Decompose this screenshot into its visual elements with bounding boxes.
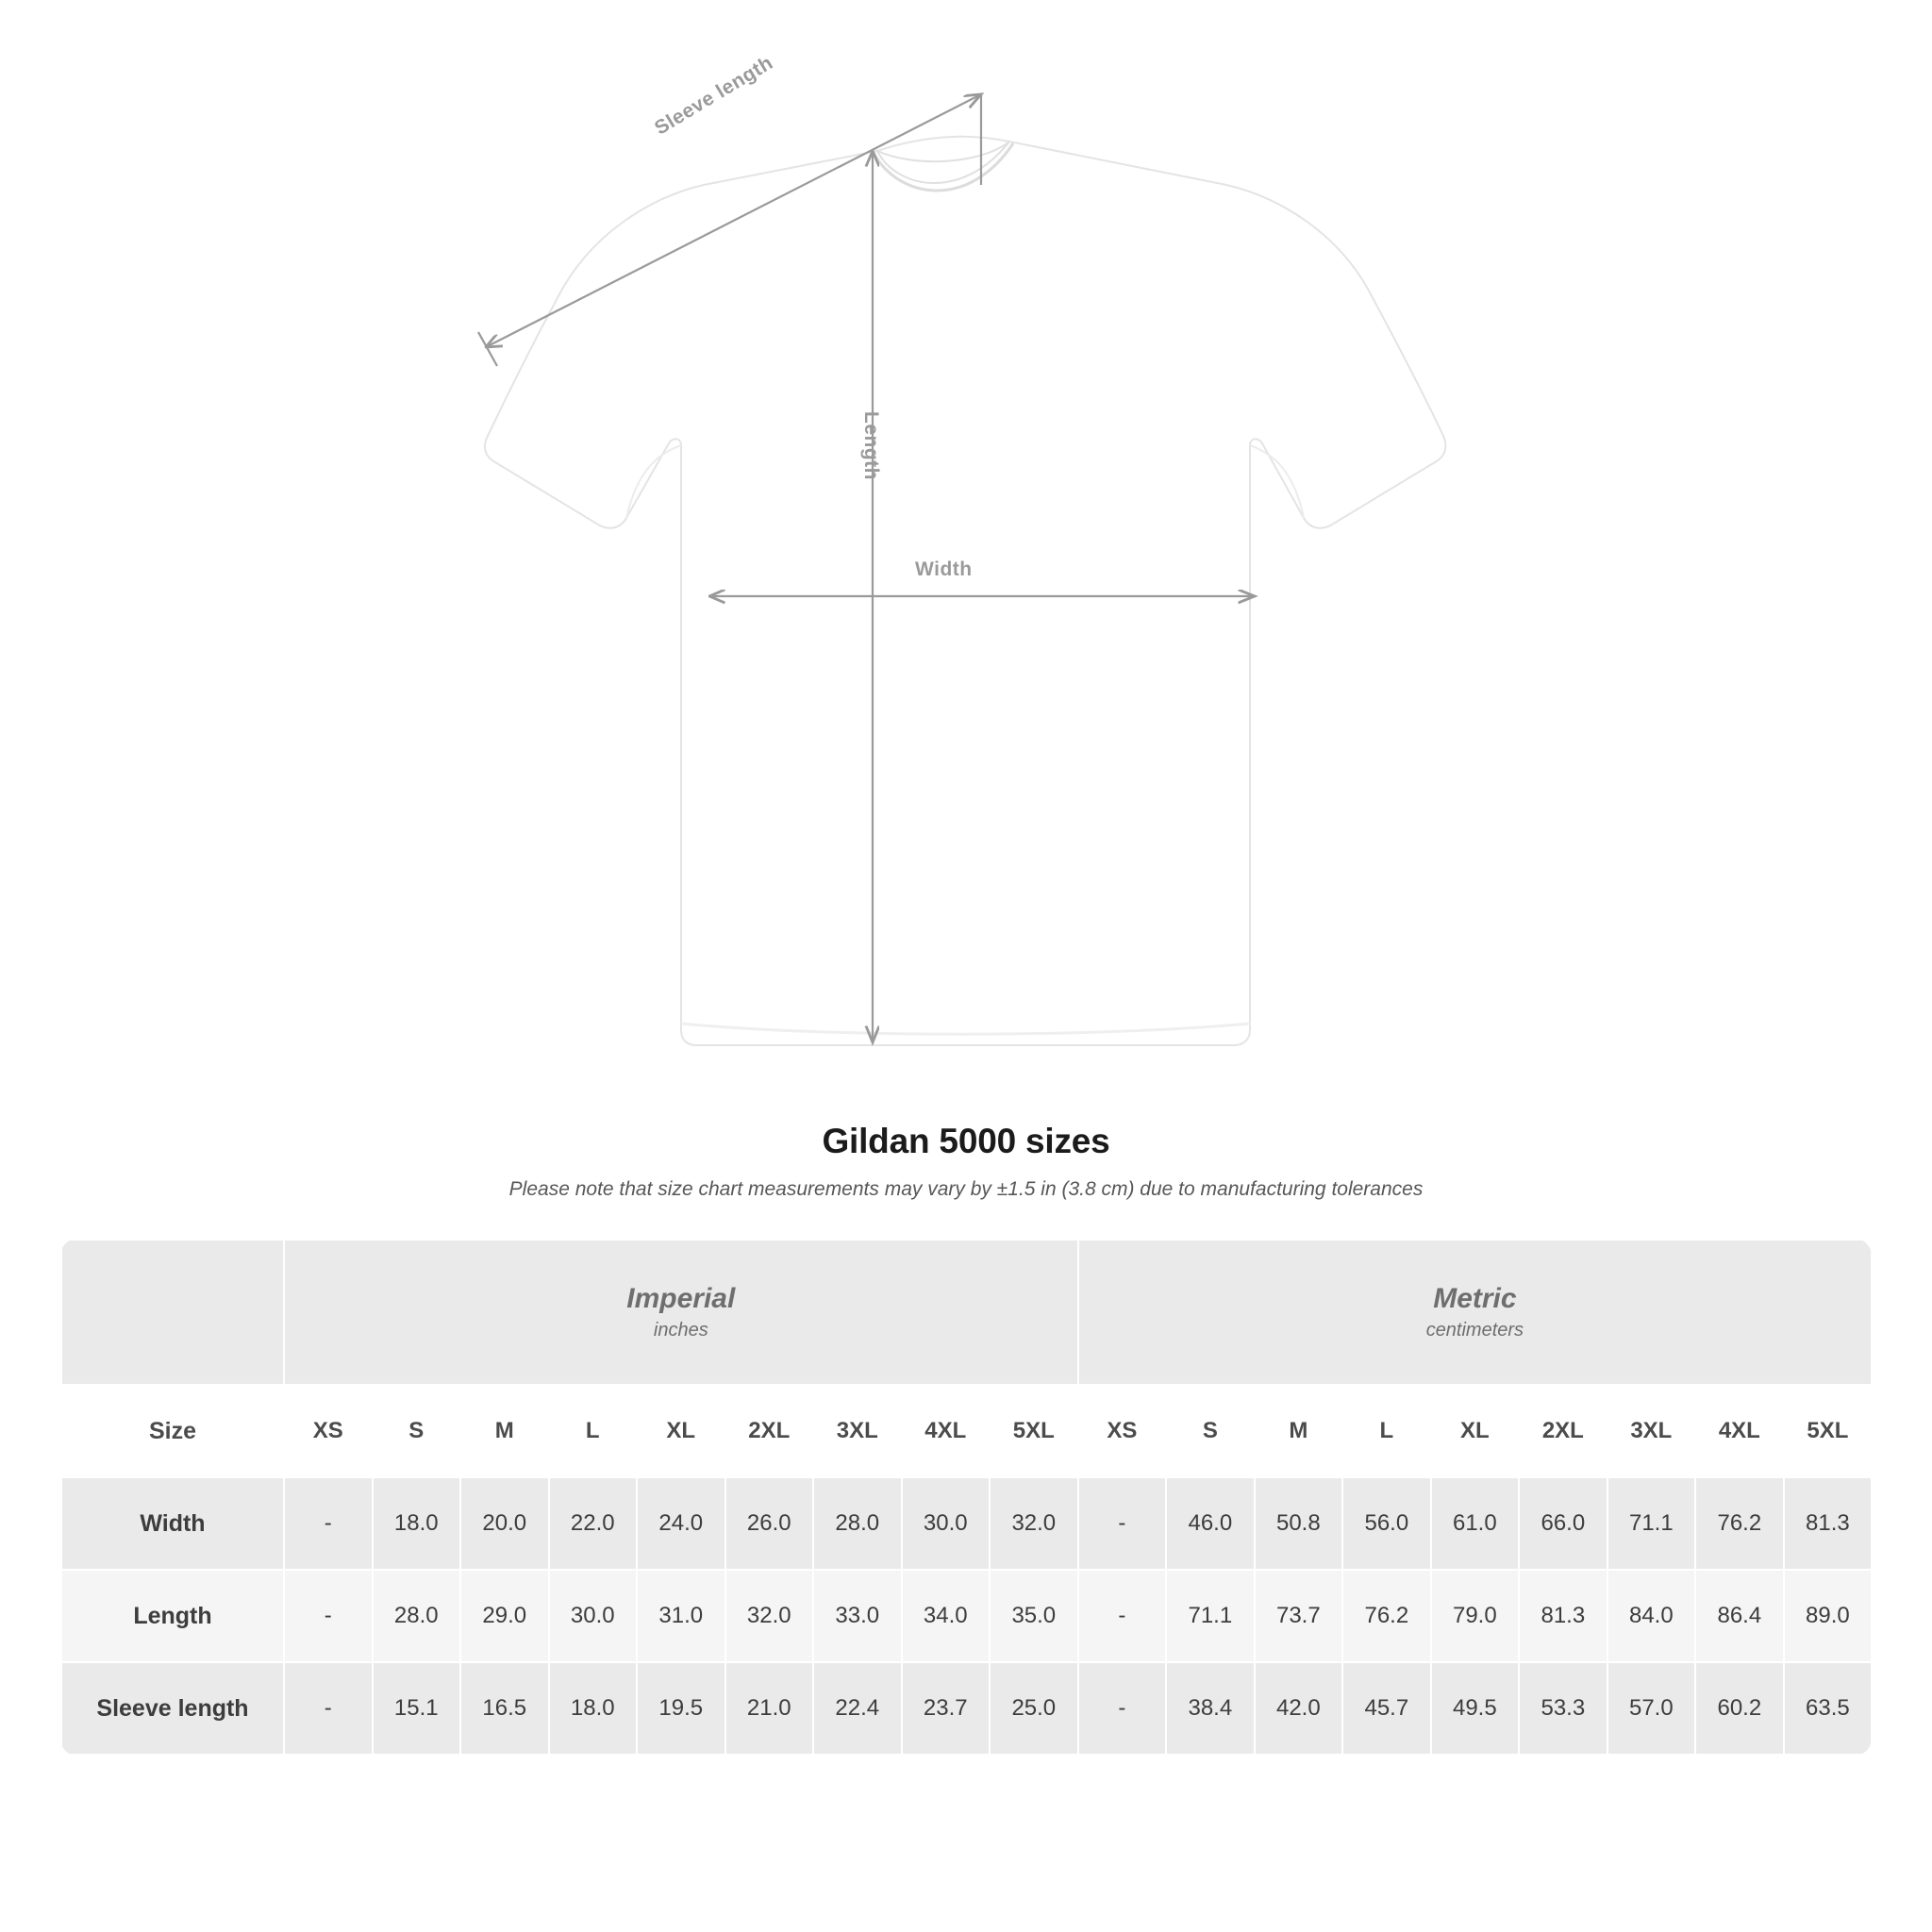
row-label-sleeve-length: Sleeve length [61,1662,284,1755]
size-header-metric-xl: XL [1431,1385,1520,1477]
cell-sleeve-imperial-m: 16.5 [460,1662,549,1755]
size-table [60,1239,1872,1756]
cell-sleeve-metric-3xl: 57.0 [1607,1662,1696,1755]
cell-sleeve-metric-5xl: 63.5 [1784,1662,1872,1755]
cell-length-metric-xl: 79.0 [1431,1570,1520,1662]
cell-sleeve-metric-xl: 49.5 [1431,1662,1520,1755]
row-label-length: Length [61,1570,284,1662]
size-header-metric-4xl: 4XL [1695,1385,1784,1477]
unit-header-row [61,1240,1872,1385]
size-header-imperial-4xl: 4XL [902,1385,991,1477]
cell-width-imperial-5xl: 32.0 [990,1477,1078,1570]
cell-sleeve-imperial-s: 15.1 [373,1662,461,1755]
cell-width-metric-xl: 61.0 [1431,1477,1520,1570]
unit-name-imperial: Imperial [626,1283,736,1315]
unit-name-metric: Metric [1433,1283,1517,1315]
page-title: Gildan 5000 sizes [822,1122,1110,1160]
cell-length-metric-m: 73.7 [1255,1570,1343,1662]
unit-sub-metric: centimeters [1425,1319,1524,1341]
cell-sleeve-metric-xs: - [1078,1662,1167,1755]
cell-length-imperial-xs: - [284,1570,373,1662]
cell-width-metric-l: 56.0 [1342,1477,1431,1570]
cell-sleeve-metric-2xl: 53.3 [1519,1662,1607,1755]
unit-sub-imperial: inches [653,1319,708,1341]
cell-length-imperial-5xl: 35.0 [990,1570,1078,1662]
length-label: Length [860,411,882,480]
size-header-metric-m: M [1255,1385,1343,1477]
cell-length-metric-xs: - [1078,1570,1167,1662]
cell-width-metric-2xl: 66.0 [1519,1477,1607,1570]
size-header-imperial-s: S [373,1385,461,1477]
size-header-imperial-xs: XS [284,1385,373,1477]
size-header-row [61,1385,1872,1477]
cell-length-imperial-4xl: 34.0 [902,1570,991,1662]
cell-width-imperial-xs: - [284,1477,373,1570]
cell-length-imperial-3xl: 33.0 [813,1570,902,1662]
size-header-imperial-2xl: 2XL [725,1385,814,1477]
size-header-imperial-3xl: 3XL [813,1385,902,1477]
size-header-metric-2xl: 2XL [1519,1385,1607,1477]
cell-sleeve-metric-m: 42.0 [1255,1662,1343,1755]
size-header-imperial-xl: XL [637,1385,725,1477]
cell-sleeve-imperial-xs: - [284,1662,373,1755]
cell-length-imperial-s: 28.0 [373,1570,461,1662]
cell-width-imperial-s: 18.0 [373,1477,461,1570]
size-header-imperial-l: L [549,1385,638,1477]
size-header-metric-5xl: 5XL [1784,1385,1872,1477]
size-header-imperial-5xl: 5XL [990,1385,1078,1477]
size-header-metric-3xl: 3XL [1607,1385,1696,1477]
size-header-metric-l: L [1342,1385,1431,1477]
table-row [61,1477,1872,1570]
table-row [61,1570,1872,1662]
cell-width-imperial-l: 22.0 [549,1477,638,1570]
cell-sleeve-imperial-4xl: 23.7 [902,1662,991,1755]
unit-header-metric [1078,1240,1872,1385]
cell-length-metric-3xl: 84.0 [1607,1570,1696,1662]
size-header-imperial-m: M [460,1385,549,1477]
cell-sleeve-metric-4xl: 60.2 [1695,1662,1784,1755]
cell-length-metric-5xl: 89.0 [1784,1570,1872,1662]
cell-width-metric-4xl: 76.2 [1695,1477,1784,1570]
table-row [61,1662,1872,1755]
cell-length-imperial-l: 30.0 [549,1570,638,1662]
unit-header-imperial [284,1240,1078,1385]
cell-length-imperial-xl: 31.0 [637,1570,725,1662]
cell-width-metric-5xl: 81.3 [1784,1477,1872,1570]
cell-width-metric-m: 50.8 [1255,1477,1343,1570]
cell-length-imperial-m: 29.0 [460,1570,549,1662]
size-header-metric-s: S [1166,1385,1255,1477]
cell-width-metric-3xl: 71.1 [1607,1477,1696,1570]
cell-width-imperial-m: 20.0 [460,1477,549,1570]
cell-width-metric-s: 46.0 [1166,1477,1255,1570]
cell-sleeve-metric-s: 38.4 [1166,1662,1255,1755]
title-block [0,1122,1932,1201]
cell-width-imperial-xl: 24.0 [637,1477,725,1570]
cell-sleeve-imperial-l: 18.0 [549,1662,638,1755]
row-label-width: Width [61,1477,284,1570]
table-corner-cell [61,1240,284,1385]
cell-length-metric-l: 76.2 [1342,1570,1431,1662]
size-header-label: Size [61,1385,284,1477]
cell-width-imperial-2xl: 26.0 [725,1477,814,1570]
cell-sleeve-imperial-xl: 19.5 [637,1662,725,1755]
cell-width-imperial-4xl: 30.0 [902,1477,991,1570]
size-header-metric-xs: XS [1078,1385,1167,1477]
cell-sleeve-imperial-5xl: 25.0 [990,1662,1078,1755]
tolerance-note: Please note that size chart measurements may vary by ±1.5 in (3.8 cm) due to manufacturing tolerances [508,1178,1424,1200]
size-table-wrapper [60,1239,1872,1756]
cell-sleeve-metric-l: 45.7 [1342,1662,1431,1755]
cell-length-metric-s: 71.1 [1166,1570,1255,1662]
cell-sleeve-imperial-3xl: 22.4 [813,1662,902,1755]
cell-length-imperial-2xl: 32.0 [725,1570,814,1662]
sleeve-length-label: Sleeve length [651,51,777,140]
width-label: Width [915,558,973,580]
tshirt-shape [485,137,1445,1045]
cell-sleeve-imperial-2xl: 21.0 [725,1662,814,1755]
cell-width-imperial-3xl: 28.0 [813,1477,902,1570]
cell-length-metric-4xl: 86.4 [1695,1570,1784,1662]
cell-width-metric-xs: - [1078,1477,1167,1570]
cell-length-metric-2xl: 81.3 [1519,1570,1607,1662]
